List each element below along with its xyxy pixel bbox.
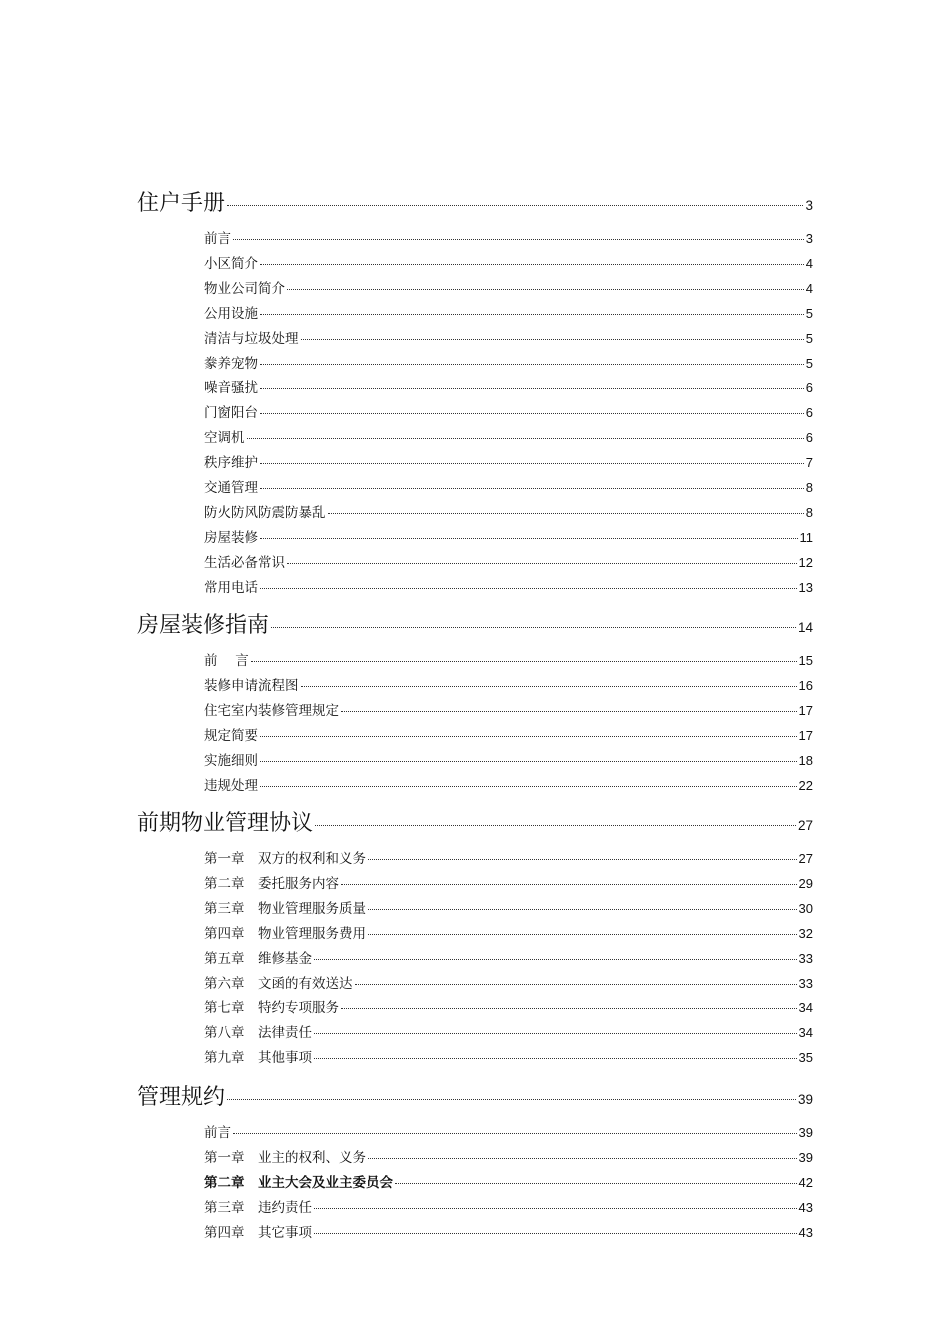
toc-page-number: 33 <box>798 950 813 966</box>
toc-item[interactable] <box>204 227 813 247</box>
dot-leader <box>260 786 797 787</box>
dot-leader <box>301 686 797 687</box>
toc-entry-label: 噪音骚扰 <box>204 380 258 397</box>
toc-entry-label: 第二章 业主大会及业主委员会 <box>204 1174 393 1191</box>
toc-page-number: 4 <box>805 255 813 271</box>
toc-entry-label: 实施细则 <box>204 752 258 769</box>
dot-leader <box>341 711 797 712</box>
toc-entry-label: 第五章 维修基金 <box>204 950 312 967</box>
toc-entry-label: 门窗阳台 <box>204 405 258 422</box>
toc-page-number: 39 <box>797 1092 813 1107</box>
toc-item[interactable] <box>204 1221 813 1241</box>
toc-heading[interactable] <box>137 1080 813 1111</box>
toc-page-number: 33 <box>798 975 813 991</box>
toc-item[interactable] <box>204 749 813 769</box>
toc-item[interactable] <box>204 576 813 596</box>
toc-entry-label: 豢养宠物 <box>204 355 258 372</box>
toc-item[interactable] <box>204 302 813 322</box>
toc-item[interactable] <box>204 476 813 496</box>
toc-entry-label: 秩序维护 <box>204 455 258 472</box>
toc-page-number: 8 <box>805 504 813 520</box>
toc-entry-label: 前言 <box>204 231 231 247</box>
toc-page-number: 30 <box>798 900 813 916</box>
toc-page-number: 8 <box>805 480 813 495</box>
toc-entry-label: 前 言 <box>204 653 249 669</box>
toc-entry-label: 空调机 <box>204 430 245 447</box>
toc-page-number: 17 <box>798 702 813 718</box>
toc-entry-label: 清洁与垃圾处理 <box>204 330 299 347</box>
dot-leader <box>260 538 798 539</box>
toc-page-number: 35 <box>798 1050 813 1066</box>
toc-entry-label: 公用设施 <box>204 305 258 322</box>
toc-entry-label: 生活必备常识 <box>204 554 285 571</box>
toc-item[interactable] <box>204 426 813 446</box>
dot-leader <box>314 1233 797 1234</box>
dot-leader <box>260 736 797 737</box>
toc-item[interactable] <box>204 724 813 744</box>
toc-item[interactable] <box>204 376 813 396</box>
toc-entry-label: 房屋装修指南 <box>137 613 270 638</box>
toc-entry-label: 第一章 业主的权利、义务 <box>204 1149 366 1166</box>
dot-leader <box>260 488 804 489</box>
toc-entry-label: 房屋装修 <box>204 529 258 546</box>
dot-leader <box>233 239 804 240</box>
toc-entry-label: 第三章 违约责任 <box>204 1199 312 1216</box>
toc-entry-label: 违规处理 <box>204 777 258 794</box>
dot-leader <box>260 264 804 265</box>
toc-page-number: 43 <box>798 1199 813 1215</box>
dot-leader <box>260 314 804 315</box>
toc-page-number: 32 <box>798 925 813 941</box>
toc-page-number: 18 <box>798 752 813 768</box>
dot-leader <box>227 205 803 206</box>
toc-item[interactable] <box>204 699 813 719</box>
toc-page-number: 43 <box>798 1224 813 1240</box>
toc-entry-label: 住户手册 <box>137 191 226 216</box>
toc-item[interactable] <box>204 1196 813 1216</box>
toc-page-number: 15 <box>798 653 813 668</box>
dot-leader <box>233 1133 797 1134</box>
toc-item[interactable] <box>204 996 813 1016</box>
dot-leader <box>315 825 796 826</box>
toc-item[interactable] <box>204 872 813 892</box>
dot-leader <box>314 959 797 960</box>
dot-leader <box>314 1058 797 1059</box>
toc-heading[interactable] <box>137 186 813 217</box>
toc-page-number: 3 <box>805 198 813 213</box>
toc-page-number: 5 <box>805 330 813 346</box>
toc-item[interactable] <box>204 277 813 297</box>
toc-page-number: 3 <box>805 231 813 246</box>
toc-entry-label: 第四章 物业管理服务费用 <box>204 925 366 942</box>
toc-entry-label: 常用电话 <box>204 579 258 596</box>
toc-item[interactable] <box>204 774 813 794</box>
toc-page-number: 6 <box>805 430 813 446</box>
toc-entry-label: 交通管理 <box>204 480 258 496</box>
toc-entry-label: 前期物业管理协议 <box>137 811 314 836</box>
dot-leader <box>260 364 804 365</box>
toc-entry-label: 防火防风防震防暴乱 <box>204 504 326 521</box>
dot-leader <box>227 1099 796 1100</box>
dot-leader <box>260 413 804 414</box>
toc-page-number: 5 <box>805 355 813 371</box>
toc-page-number: 34 <box>798 1025 813 1041</box>
toc-page-number: 39 <box>798 1149 813 1165</box>
toc-page-number: 42 <box>798 1174 813 1190</box>
toc-item[interactable] <box>204 526 813 546</box>
dot-leader <box>341 1008 797 1009</box>
toc-item[interactable] <box>204 972 813 992</box>
toc-entry-label: 第七章 特约专项服务 <box>204 1000 339 1017</box>
toc-page-number: 27 <box>797 818 813 833</box>
toc-item[interactable] <box>204 1146 813 1166</box>
dot-leader <box>355 984 797 985</box>
toc-item[interactable] <box>204 352 813 372</box>
toc-page-number: 13 <box>798 579 813 595</box>
dot-leader <box>287 563 797 564</box>
toc-page-number: 39 <box>798 1125 813 1140</box>
toc-page-number: 6 <box>805 405 813 421</box>
toc-item[interactable] <box>204 1046 813 1066</box>
dot-leader <box>247 438 804 439</box>
toc-item[interactable] <box>204 551 813 571</box>
toc-item[interactable] <box>204 847 813 867</box>
toc-entry-label: 第四章 其它事项 <box>204 1224 312 1241</box>
dot-leader <box>314 1208 797 1209</box>
dot-leader <box>287 289 804 290</box>
toc-item[interactable] <box>204 922 813 942</box>
toc-page-number: 17 <box>798 727 813 743</box>
toc-page-number: 34 <box>798 1000 813 1016</box>
dot-leader <box>368 1158 797 1159</box>
toc-item[interactable] <box>204 451 813 471</box>
toc-page-number: 11 <box>799 529 813 545</box>
dot-leader <box>260 761 797 762</box>
dot-leader <box>260 588 797 589</box>
dot-leader <box>251 661 797 662</box>
toc-page-number: 5 <box>805 305 813 321</box>
toc-item[interactable] <box>204 501 813 521</box>
toc-entry-label: 第九章 其他事项 <box>204 1050 312 1067</box>
toc-item[interactable] <box>204 1021 813 1041</box>
toc-item[interactable] <box>204 401 813 421</box>
toc-page-number: 7 <box>805 455 813 471</box>
toc-page-number: 14 <box>797 620 813 635</box>
toc-item[interactable] <box>204 1121 813 1141</box>
toc-page-number: 4 <box>805 280 813 296</box>
toc-page-number: 12 <box>798 554 813 570</box>
toc-item[interactable] <box>204 252 813 272</box>
toc-entry-label: 第八章 法律责任 <box>204 1025 312 1042</box>
toc-page-number: 22 <box>798 777 813 793</box>
toc-page-number: 29 <box>798 875 813 891</box>
dot-leader <box>260 463 804 464</box>
toc-entry-label: 物业公司简介 <box>204 280 285 297</box>
toc-heading[interactable] <box>137 806 813 837</box>
toc-page-number: 16 <box>798 677 813 693</box>
toc-item[interactable] <box>204 649 813 669</box>
dot-leader <box>328 513 804 514</box>
toc-entry-label: 第三章 物业管理服务质量 <box>204 900 366 917</box>
toc-entry-label: 前言 <box>204 1125 231 1141</box>
toc-entry-label: 管理规约 <box>137 1085 226 1110</box>
toc-entry-label: 规定简要 <box>204 727 258 744</box>
toc-entry-label: 装修申请流程图 <box>204 677 299 694</box>
dot-leader <box>301 339 804 340</box>
toc-item[interactable] <box>204 674 813 694</box>
toc-item[interactable] <box>204 1171 813 1191</box>
dot-leader <box>341 884 797 885</box>
toc-page-number: 27 <box>798 851 813 866</box>
toc-entry-label: 第一章 双方的权利和义务 <box>204 851 366 867</box>
toc-entry-label: 第二章 委托服务内容 <box>204 875 339 892</box>
dot-leader <box>314 1033 797 1034</box>
toc-page-number: 6 <box>805 380 813 396</box>
toc-entry-label: 住宅室内装修管理规定 <box>204 702 339 719</box>
dot-leader <box>368 859 797 860</box>
toc-item[interactable] <box>204 897 813 917</box>
toc-heading[interactable] <box>137 608 813 639</box>
dot-leader <box>271 627 796 628</box>
toc-entry-label: 第六章 文函的有效送达 <box>204 975 353 992</box>
dot-leader <box>368 934 797 935</box>
toc-item[interactable] <box>204 327 813 347</box>
dot-leader <box>395 1183 797 1184</box>
dot-leader <box>368 909 797 910</box>
dot-leader <box>260 388 804 389</box>
toc-entry-label: 小区简介 <box>204 255 258 272</box>
toc-item[interactable] <box>204 947 813 967</box>
